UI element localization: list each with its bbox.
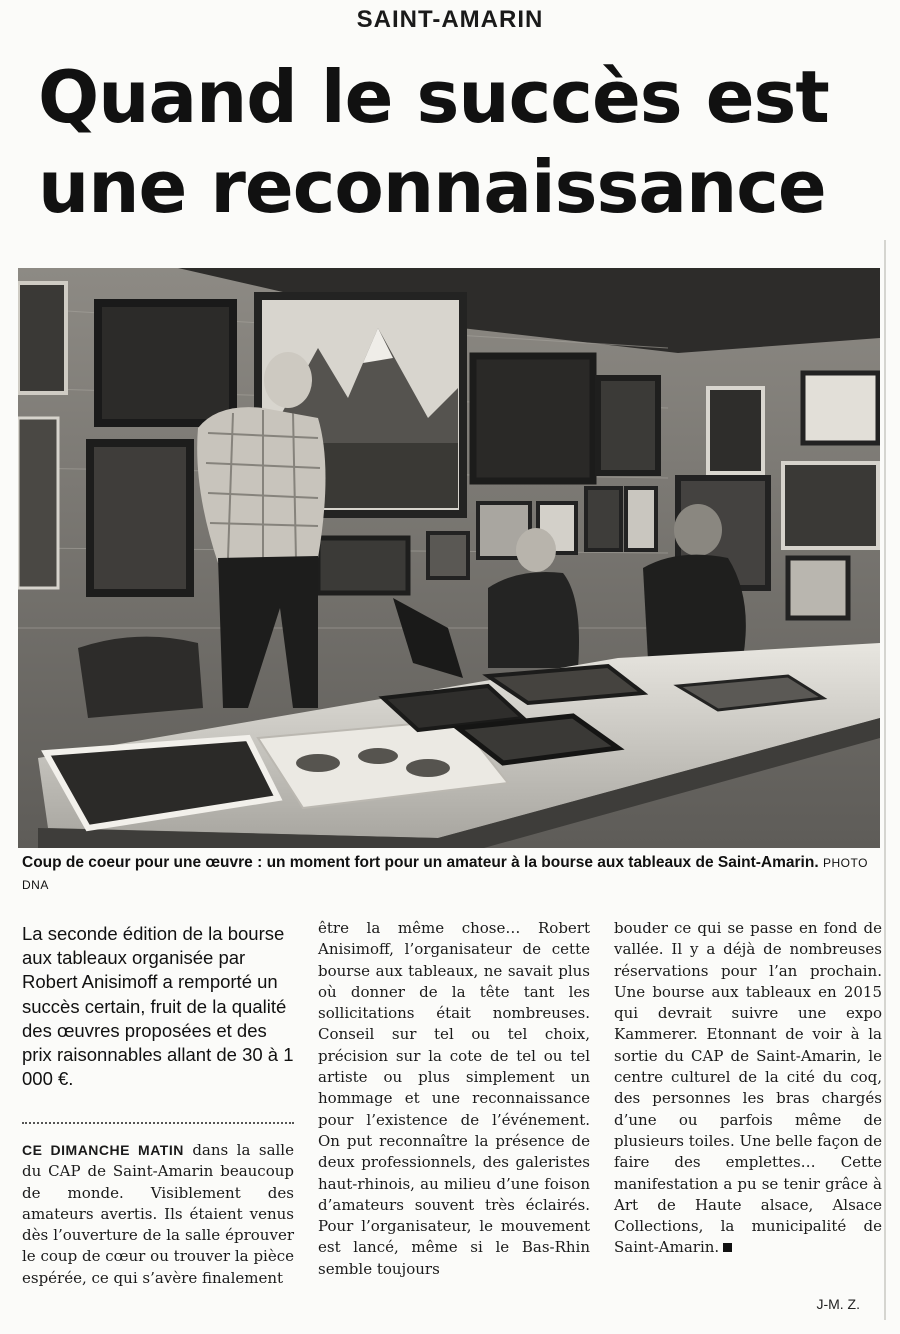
column-1-text: dans la salle du CAP de Saint-Amarin beaucoup de monde. Visiblement des amateurs avertis. Ils étaient venus dès l’ouverture de la salle éprouver le coup de cœur ou trouver la pièce espérée, ce qui s’avère finalement bbox=[22, 1141, 294, 1287]
column-rule bbox=[884, 240, 886, 1320]
article-column-3 bbox=[614, 918, 882, 1259]
photo-caption bbox=[22, 852, 882, 896]
photo-credit: PHOTO DNA bbox=[22, 856, 868, 892]
column-2-text: être la même chose… Robert Anisimoff, l’organisateur de cette bourse aux tableaux, ne savait plus où donner de la tête tant les sollicitations était nombreuses. Conseil sur tel ou tel choix, précision sur la cote de tel ou tel artiste ou plus simplement un hommage et une reconnaissance pour l’existence de l’événement. On put reconnaître la présence de deux professionnels, des galeristes haut-rhinois, au milieu d’une foison d’amateurs souvent très éclairés. Pour l’organisateur, le mouvement est lancé, même si le Bas-Rhin semble toujours bbox=[318, 919, 590, 1278]
photo-illustration bbox=[18, 268, 880, 848]
article-photo bbox=[18, 268, 880, 848]
article-column-2 bbox=[318, 918, 590, 1280]
lead-in: CE DIMANCHE MATIN bbox=[22, 1142, 184, 1158]
column-3-text: bouder ce qui se passe en fond de vallée. Il y a déjà de nombreuses réservations pour l’an prochain. Une bourse aux tableaux en 2015 qui devrait suivre une expo Kammerer. Etonnant de voir à la sortie du CAP de Saint-Amarin, le centre culturel de la cité du coq, des personnes les bras chargés d’une ou parfois même de plusieurs toiles. Une belle façon de faire des emplettes… Cette manifestation a pu se tenir grâce à Art de Haute alsace, Alsace Collections, la municipalité de Saint-Amarin. bbox=[614, 919, 882, 1257]
section-rubric: SAINT-AMARIN bbox=[356, 6, 544, 33]
article-headline: Quand le succès est une reconnaissance bbox=[38, 55, 829, 229]
end-mark-icon bbox=[723, 1243, 732, 1252]
author-signature: J-M. Z. bbox=[816, 1296, 860, 1312]
caption-text: Coup de coeur pour une œuvre : un moment fort pour un amateur à la bourse aux tableaux de Saint-Amarin. bbox=[22, 854, 819, 871]
dotted-separator bbox=[22, 1122, 294, 1124]
article-lead-paragraph: La seconde édition de la bourse aux tableaux organisée par Robert Anisimoff a remporté un succès certain, fruit de la qualité des œuvres proposées et des prix raisonnables allant de 30 à 1 000 €. bbox=[22, 923, 294, 1090]
article-column-1 bbox=[22, 1140, 294, 1289]
